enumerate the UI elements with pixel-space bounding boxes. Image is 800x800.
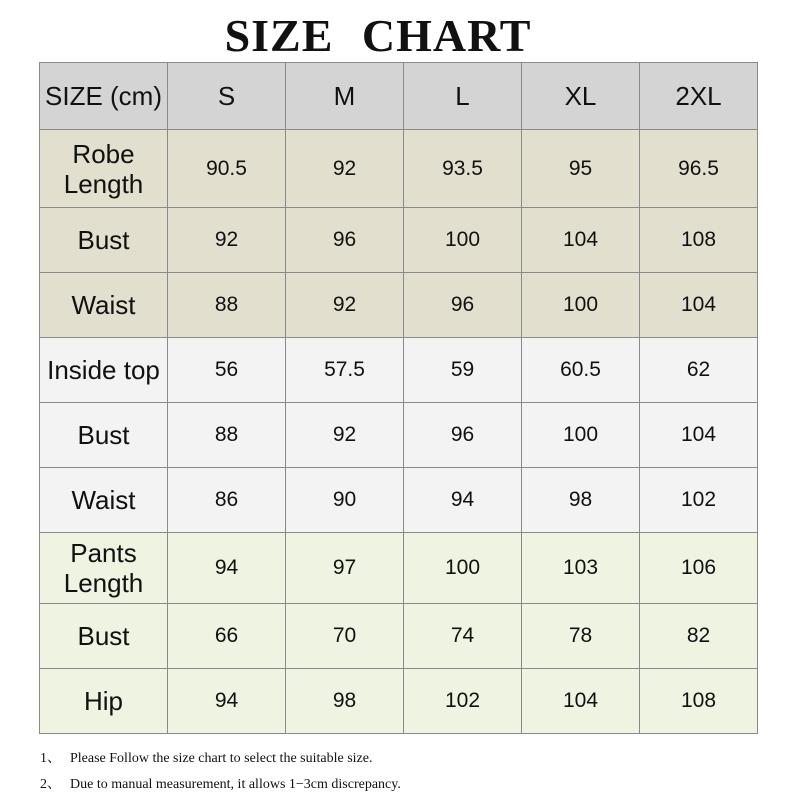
size-header: L	[404, 63, 522, 130]
measurement-cell: 70	[286, 604, 404, 669]
table-row	[40, 533, 758, 604]
measurement-cell: 59	[404, 338, 522, 403]
measurement-cell: 86	[168, 468, 286, 533]
table-row	[40, 338, 758, 403]
row-label: Bust	[40, 208, 168, 273]
table-row	[40, 130, 758, 208]
table-header-row	[40, 63, 758, 130]
row-label: Bust	[40, 604, 168, 669]
measurement-cell: 100	[522, 273, 640, 338]
measurement-cell: 108	[640, 669, 758, 734]
measurement-cell: 100	[404, 208, 522, 273]
table-row	[40, 208, 758, 273]
size-header: M	[286, 63, 404, 130]
measurement-cell: 60.5	[522, 338, 640, 403]
table-row	[40, 273, 758, 338]
row-label: Waist	[40, 468, 168, 533]
size-header: XL	[522, 63, 640, 130]
table-row	[40, 604, 758, 669]
row-label: Robe Length	[40, 130, 168, 208]
measurement-cell: 57.5	[286, 338, 404, 403]
measurement-cell: 78	[522, 604, 640, 669]
table-row	[40, 669, 758, 734]
measurement-cell: 95	[522, 130, 640, 208]
measurement-cell: 92	[286, 130, 404, 208]
measurement-cell: 88	[168, 403, 286, 468]
measurement-cell: 94	[404, 468, 522, 533]
note-item	[40, 748, 401, 774]
size-chart-title: SIZE CHART	[224, 10, 532, 61]
measurement-cell: 104	[640, 273, 758, 338]
measurement-cell: 104	[522, 669, 640, 734]
note-item	[40, 774, 401, 800]
measurement-cell: 96	[286, 208, 404, 273]
note-number: 2、	[40, 777, 61, 792]
measurement-cell: 100	[522, 403, 640, 468]
measurement-cell: 104	[640, 403, 758, 468]
measurement-cell: 66	[168, 604, 286, 669]
measurement-cell: 94	[168, 533, 286, 604]
row-label: Hip	[40, 669, 168, 734]
row-label: Inside top	[40, 338, 168, 403]
measurement-cell: 74	[404, 604, 522, 669]
measurement-cell: 102	[404, 669, 522, 734]
measurement-cell: 102	[640, 468, 758, 533]
measurement-cell: 108	[640, 208, 758, 273]
measurement-cell: 96	[404, 273, 522, 338]
measurement-cell: 104	[522, 208, 640, 273]
size-header: S	[168, 63, 286, 130]
measurement-cell: 98	[286, 669, 404, 734]
note-number: 1、	[40, 751, 61, 766]
measurement-cell: 93.5	[404, 130, 522, 208]
size-table	[39, 62, 758, 734]
measurement-cell: 90.5	[168, 130, 286, 208]
measurement-cell: 103	[522, 533, 640, 604]
measurement-cell: 56	[168, 338, 286, 403]
measurement-cell: 90	[286, 468, 404, 533]
measurement-cell: 100	[404, 533, 522, 604]
measurement-cell: 88	[168, 273, 286, 338]
note-text: Due to manual measurement, it allows 1−3cm discrepancy.	[70, 777, 401, 792]
row-label: Waist	[40, 273, 168, 338]
measurement-cell: 92	[286, 273, 404, 338]
measurement-cell: 96.5	[640, 130, 758, 208]
note-text: Please Follow the size chart to select the suitable size.	[70, 751, 373, 766]
measurement-cell: 97	[286, 533, 404, 604]
measurement-cell: 98	[522, 468, 640, 533]
measurement-cell: 92	[168, 208, 286, 273]
size-unit-header: SIZE (cm)	[40, 63, 168, 130]
measurement-cell: 106	[640, 533, 758, 604]
table-row	[40, 468, 758, 533]
notes-list	[40, 748, 401, 800]
row-label: Bust	[40, 403, 168, 468]
measurement-cell: 92	[286, 403, 404, 468]
size-header: 2XL	[640, 63, 758, 130]
measurement-cell: 62	[640, 338, 758, 403]
measurement-cell: 82	[640, 604, 758, 669]
measurement-cell: 94	[168, 669, 286, 734]
row-label: Pants Length	[40, 533, 168, 604]
table-row	[40, 403, 758, 468]
measurement-cell: 96	[404, 403, 522, 468]
